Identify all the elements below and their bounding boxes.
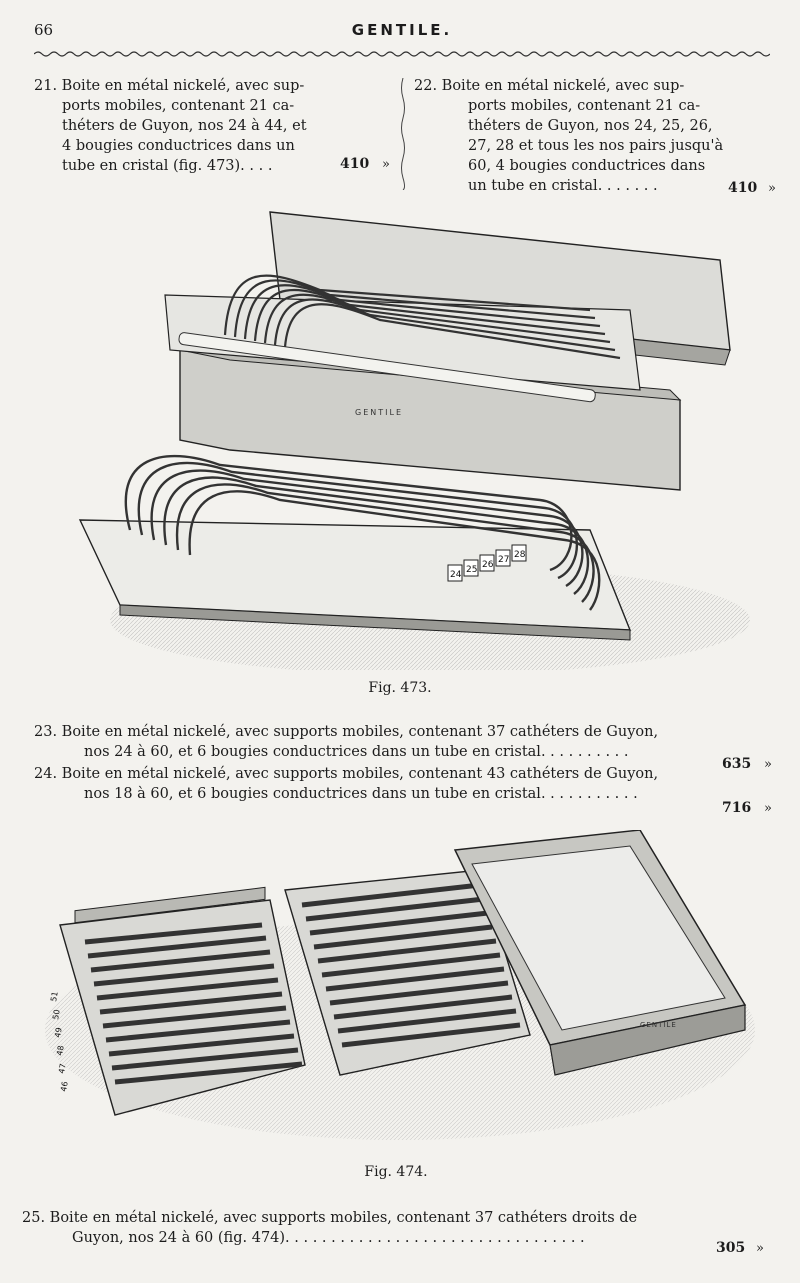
- catalog-entry-22: [414, 76, 774, 196]
- price: 410: [340, 156, 370, 172]
- figure-473-catheter-box: [70, 200, 750, 670]
- entry-line: [34, 76, 394, 96]
- size-tag: 50: [51, 1008, 62, 1021]
- box-label: GENTILE: [640, 1021, 677, 1029]
- size-tag: 47: [57, 1062, 68, 1075]
- page-header: [34, 16, 770, 46]
- entry-text: Boite en métal nickelé, avec supports mobiles, contenant 37 cathéters droits de: [49, 1210, 638, 1226]
- entry-text: nos 18 à 60, et 6 bougies conductrices dans un tube en cristal. . . . . . . . . . .: [84, 786, 638, 802]
- entry-text: nos 24 à 60, et 6 bougies conductrices dans un tube en cristal. . . . . . . . . .: [84, 744, 629, 760]
- entry-text: 27, 28 et tous les nos pairs jusqu'à: [468, 138, 724, 154]
- ditto-mark: »: [768, 181, 776, 196]
- size-tag: 26: [482, 560, 494, 570]
- entry-number: 24.: [34, 766, 58, 782]
- entry-text: 4 bougies conductrices dans un: [62, 138, 295, 154]
- entry-number: 23.: [34, 724, 58, 740]
- header-wavy-rule: [34, 50, 770, 58]
- entry-text: 60, 4 bougies conductrices dans: [468, 158, 706, 174]
- entry-number: 22.: [414, 78, 438, 94]
- size-tag: 27: [498, 555, 510, 565]
- size-tag: 25: [466, 565, 478, 575]
- size-tag: 46: [59, 1080, 70, 1093]
- size-tag: 28: [514, 550, 526, 560]
- box-label: GENTILE: [355, 408, 403, 417]
- page-number: 66: [34, 21, 54, 39]
- figure-474-catheter-trays: [40, 830, 760, 1150]
- ditto-mark: »: [764, 757, 772, 772]
- size-tag: 51: [49, 990, 60, 1003]
- catalog-entry-24: [34, 764, 734, 804]
- size-tag: 24: [450, 570, 462, 580]
- size-tag: 48: [55, 1044, 66, 1057]
- price: 716: [722, 800, 752, 816]
- catalog-entry-25: [22, 1208, 732, 1248]
- entry-text: ports mobiles, contenant 21 ca-: [62, 98, 295, 114]
- price: 305: [716, 1240, 746, 1256]
- entry-number: 25.: [22, 1210, 46, 1226]
- entry-text: théters de Guyon, nos 24 à 44, et: [62, 118, 307, 134]
- figure-473-caption: Fig. 473.: [368, 680, 432, 696]
- catalog-entry-23: [34, 722, 734, 762]
- entry-text: ports mobiles, contenant 21 ca-: [468, 98, 701, 114]
- price: 410: [728, 180, 758, 196]
- ditto-mark: »: [756, 1241, 764, 1256]
- entry-text: un tube en cristal. . . . . . .: [468, 178, 658, 194]
- entry-text: Boite en métal nickelé, avec sup-: [441, 78, 685, 94]
- entry-text: théters de Guyon, nos 24, 25, 26,: [468, 118, 713, 134]
- entry-text: Guyon, nos 24 à 60 (fig. 474). . . . . . . . . . . . . . . . . . . . . . . . . . . . . . . . .: [72, 1230, 585, 1246]
- entry-text: tube en cristal (fig. 473). . . .: [62, 158, 273, 174]
- ditto-mark: »: [764, 801, 772, 816]
- column-separator: [400, 78, 406, 190]
- price: 635: [722, 756, 752, 772]
- entry-text: Boite en métal nickelé, avec supports mobiles, contenant 43 cathéters de Guyon,: [61, 766, 659, 782]
- ditto-mark: »: [382, 157, 390, 172]
- entry-text: Boite en métal nickelé, avec supports mobiles, contenant 37 cathéters de Guyon,: [61, 724, 659, 740]
- page-title: GENTILE.: [351, 21, 453, 39]
- figure-474-caption: Fig. 474.: [364, 1164, 428, 1180]
- size-tag: 49: [53, 1026, 64, 1039]
- entry-number: 21.: [34, 78, 58, 94]
- entry-text: Boite en métal nickelé, avec sup-: [61, 78, 305, 94]
